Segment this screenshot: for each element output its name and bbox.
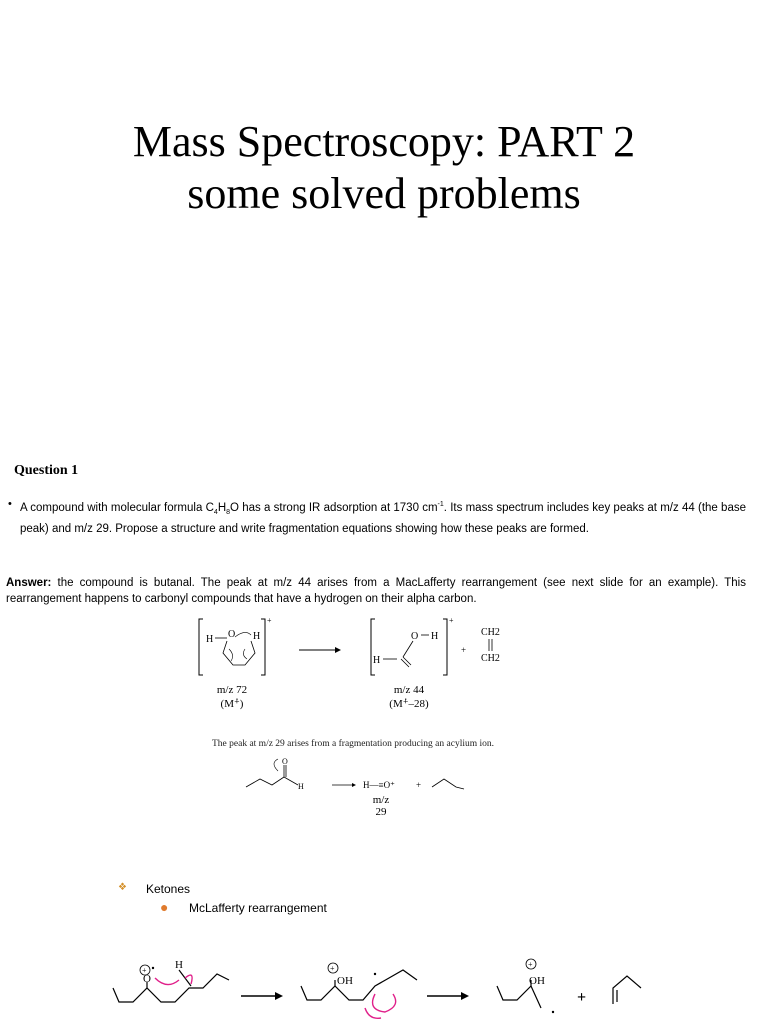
ketones-label: Ketones	[146, 882, 191, 896]
question-text: A compound with molecular formula $C_4H_8O$ has a strong IR adsorption at 1730 $cm^{-1}$. Its mass spectrum includes key peaks at m/z 44 (the base peak) and m/z 29. Propose a structure and write fragmentation equations showing how these peaks are formed.	[20, 501, 746, 536]
ch2-top: CH2	[481, 627, 500, 638]
mclafferty-label: McLafferty rearrangement	[189, 901, 327, 915]
ch2-bottom: CH2	[481, 653, 500, 664]
ketone-mclafferty-scheme	[105, 950, 665, 1024]
svg-text:H: H	[373, 655, 381, 666]
mclafferty-bullet: ●	[160, 899, 169, 915]
acylium-mz: m/z 29	[372, 794, 390, 818]
svg-text:O: O	[282, 757, 288, 766]
title-line-1: Mass Spectroscopy: PART 2	[132, 117, 636, 166]
svg-text:H: H	[298, 782, 304, 791]
svg-text:+: +	[267, 616, 272, 625]
plus-sign: +	[461, 645, 467, 655]
oh-label-1: OH	[337, 975, 353, 987]
svg-text:H: H	[253, 631, 261, 642]
svg-text:O: O	[143, 973, 151, 985]
answer-text: Answer: the compound is butanal. The peak at m/z 44 arises from a MacLafferty rearrangement (see next slide for an example). This rearrangement happens to carbonyl compounds that have a hydrogen on their alpha carbon.	[6, 577, 746, 605]
svg-text:O: O	[411, 631, 419, 642]
h-label: H	[175, 959, 183, 971]
left-ion: (M⁺̇)	[220, 698, 244, 710]
acylium-caption: The peak at m/z 29 arises from a fragmentation producing an acylium ion.	[212, 739, 495, 749]
right-mz: m/z 44	[393, 684, 425, 696]
product-plus: +	[577, 989, 587, 1006]
ketones-bullet: ❖	[118, 882, 127, 893]
oh-label-2: OH	[529, 975, 545, 987]
svg-text:+: +	[330, 964, 335, 973]
svg-text:H: H	[431, 631, 439, 642]
acylium-plus: +	[416, 780, 422, 790]
acylium-product: H—≡O⁺	[363, 780, 395, 790]
svg-text:+: +	[142, 966, 147, 975]
svg-text:+: +	[528, 960, 533, 969]
title-line-2: some solved problems	[187, 169, 581, 218]
right-ion: (M⁺̇–28)	[389, 698, 429, 710]
svg-text:+: +	[449, 616, 454, 625]
svg-text:O: O	[228, 629, 236, 640]
svg-text:H: H	[206, 634, 214, 645]
question-heading: Question 1	[14, 463, 79, 478]
left-mz: m/z 72	[216, 684, 248, 696]
acylium-scheme	[240, 755, 480, 795]
question-bullet: •	[8, 498, 12, 510]
